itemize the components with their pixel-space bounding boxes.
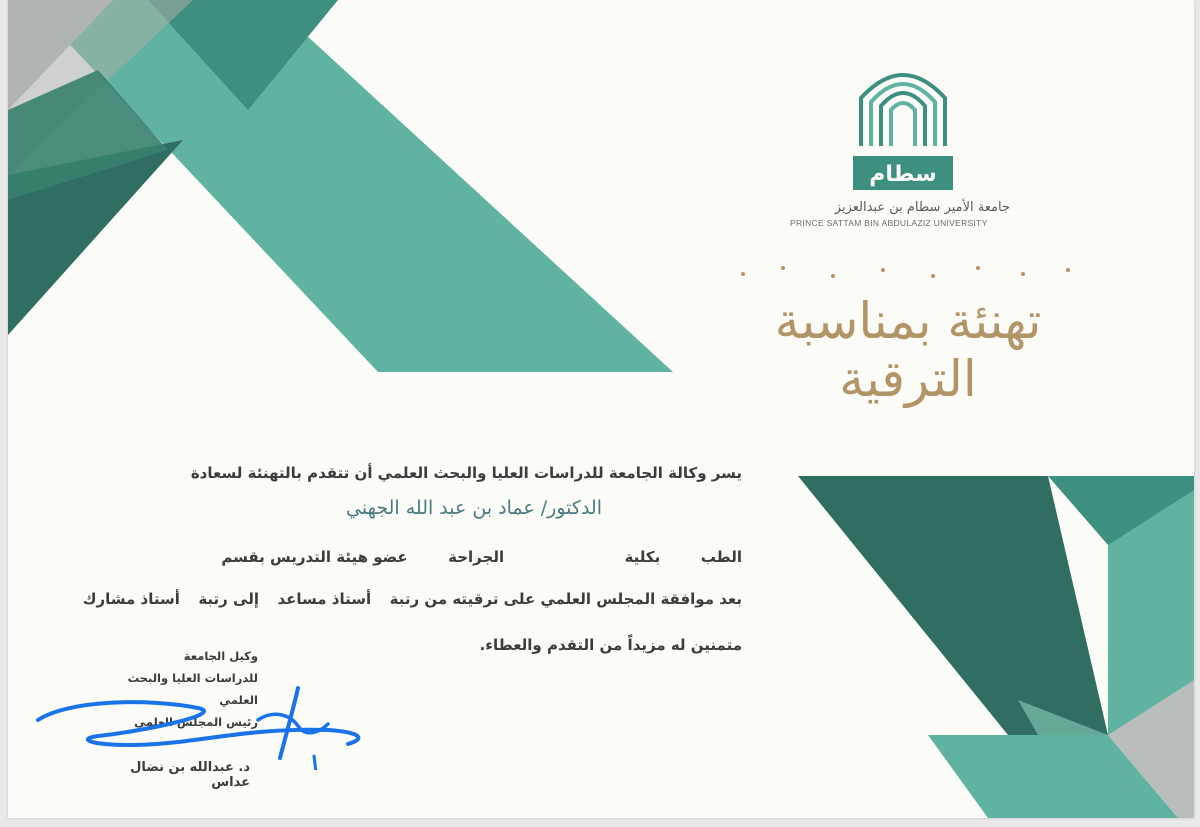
college-prefix: بكلية <box>624 548 661 566</box>
department-value: الجراحة <box>448 548 505 566</box>
approval-line <box>62 590 742 608</box>
emblem-text: سطام <box>869 162 937 187</box>
closing-line: متمنين له مزيداً من التقدم والعطاء. <box>479 636 742 654</box>
college-value: الطب <box>700 548 742 566</box>
intro-line: يسر وكالة الجامعة للدراسات العليا والبحث العلمي أن تتقدم بالتهنئة لسعادة <box>190 464 742 482</box>
from-rank: أستاذ مساعد <box>277 590 372 608</box>
approval-prefix: بعد موافقة المجلس العلمي على ترقيته من رتبة <box>389 590 742 608</box>
top-left-shapes <box>8 0 673 372</box>
dept-prefix: عضو هيئة التدريس بقسم <box>221 548 408 566</box>
signatory-title-line2: للدراسات العليا والبحث العلمي <box>127 671 258 707</box>
signatory-name: د. عبدالله بن نضال عداس <box>130 760 250 790</box>
signatory-title-line1: وكيل الجامعة <box>183 649 258 663</box>
to-rank: أستاذ مشارك <box>82 590 180 608</box>
department-line <box>62 548 742 566</box>
recipient-name: الدكتور/ عماد بن عبد الله الجهني <box>346 497 602 519</box>
certificate-sheet <box>8 0 1194 818</box>
arch-emblem-icon <box>853 58 953 198</box>
university-logo <box>778 58 1028 238</box>
bottom-right-shapes <box>798 476 1194 818</box>
calligraphy-dots-decoration <box>723 262 1103 292</box>
handwritten-signature <box>28 680 388 770</box>
certificate-title: تهنئة بمناسبة الترقية <box>774 292 1042 408</box>
to-prefix: إلى رتبة <box>198 590 259 608</box>
dark-teal-shard-right <box>798 476 1108 735</box>
university-name-en: PRINCE SATTAM BIN ABDULAZIZ UNIVERSITY <box>790 218 988 228</box>
university-name-ar: جامعة الأمير سطام بن عبدالعزيز <box>834 200 1010 215</box>
signatory-title-line3: رئيس المجلس العلمي <box>134 715 258 729</box>
